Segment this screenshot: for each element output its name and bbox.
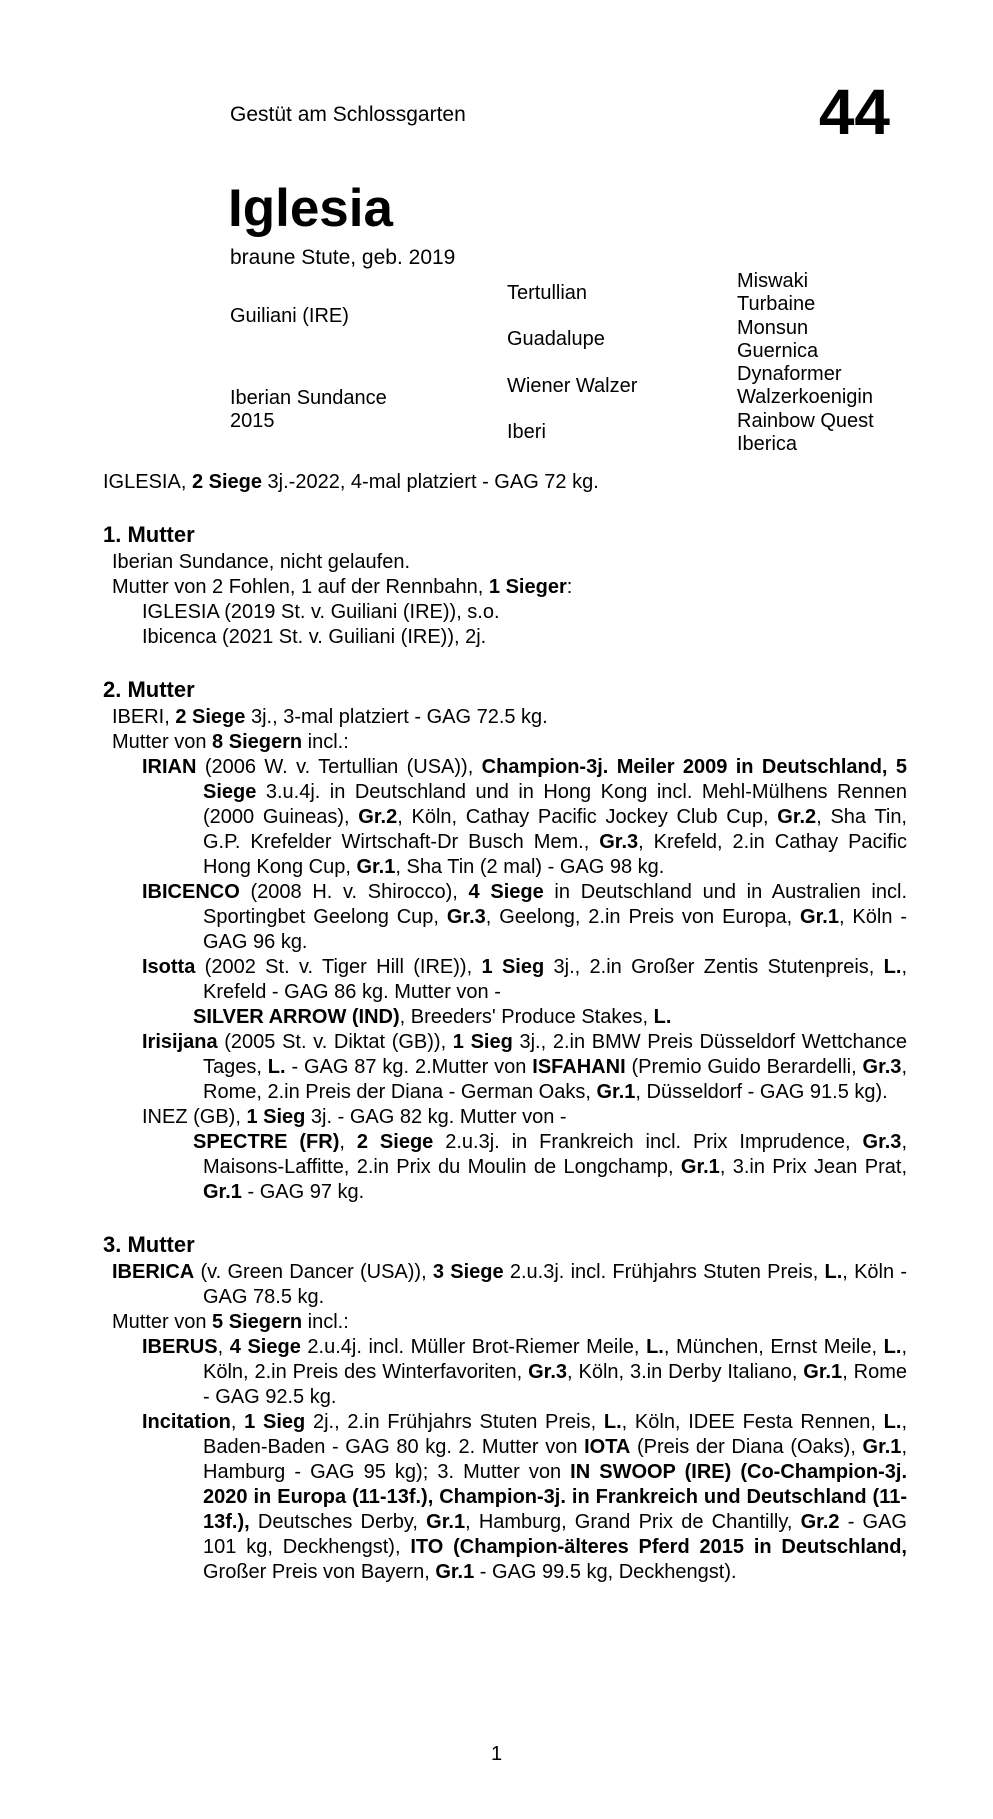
progeny-entry-spectre: SPECTRE (FR), 2 Siege 2.u.3j. in Frankreich incl. Prix Imprudence, Gr.3, Maisons-Laffitte, 2.in Prix du Moulin de Longchamp, Gr.1, 3.in Prix Jean Prat, Gr.1 - GAG 97 kg. bbox=[193, 1131, 907, 1203]
race-record: IGLESIA, 2 Siege 3j.-2022, 4-mal platziert - GAG 72 kg. bbox=[103, 471, 599, 493]
progeny-entry-ibicenco: IBICENCO (2008 H. v. Shirocco), 4 Siege in Deutschland und in Australien incl. Sportingbet Geelong Cup, Gr.3, Geelong, 2.in Preis von Europa, Gr.1, Köln - GAG 96 kg. bbox=[142, 881, 907, 953]
section-heading-3rd-dam: 3. Mutter bbox=[103, 1232, 195, 1257]
progeny-entry-silver-arrow: SILVER ARROW (IND), Breeders' Produce Stakes, L. bbox=[193, 1006, 672, 1028]
progeny-entry-irisijana: Irisijana (2005 St. v. Diktat (GB)), 1 Sieg 3j., 2.in BMW Preis Düsseldorf Wettchance Tages, L. - GAG 87 kg. 2.Mutter von ISFAHANI (Premio Guido Berardelli, Gr.3, Rome, 2.in Preis der Diana - German Oaks, Gr.1, Düsseldorf - GAG 91.5 kg). bbox=[142, 1031, 907, 1103]
pedigree-ancestor: Monsun bbox=[737, 316, 809, 339]
lot-number: 44 bbox=[818, 76, 890, 148]
pedigree-ancestor: Turbaine bbox=[737, 293, 816, 316]
dam-record: IBERICA (v. Green Dancer (USA)), 3 Siege 2.u.3j. incl. Frühjahrs Stuten Preis, L., Köln - GAG 78.5 kg. bbox=[112, 1261, 908, 1308]
dam-record: Iberian Sundance, nicht gelaufen. bbox=[112, 551, 410, 573]
pedigree-ancestor: Miswaki bbox=[737, 270, 809, 292]
pedigree-generation-2 bbox=[507, 270, 737, 456]
progeny-entry-incitation: Incitation, 1 Sieg 2j., 2.in Frühjahrs Stuten Preis, L., Köln, IDEE Festa Rennen, L., Baden-Baden - GAG 80 kg. 2. Mutter von IOTA (Preis der Diana (Oaks), Gr.1, Hamburg - GAG 95 kg); 3. Mutter von IN SWOOP (IRE) (Co-Champion-3j. 2020 in Europa (11-13f.), Champion-3j. in Frankreich und Deutschland (11-13f.), Deutsches Derby, Gr.1, Hamburg, Grand Prix de Chantilly, Gr.2 - GAG 101 kg, Deckhengst), ITO (Champion-älteres Pferd 2015 in Deutschland, Großer Preis von Bayern, Gr.1 - GAG 99.5 kg, Deckhengst). bbox=[142, 1411, 907, 1583]
pedigree-sire-sire: Tertullian bbox=[507, 281, 588, 304]
section-heading-1st-dam: 1. Mutter bbox=[103, 522, 195, 547]
pedigree-ancestor: Rainbow Quest bbox=[737, 409, 874, 432]
pedigree-dam-dam: Iberi bbox=[507, 421, 546, 444]
produce-summary: Mutter von 2 Fohlen, 1 auf der Rennbahn, 1 Sieger: bbox=[112, 576, 573, 598]
pedigree-ancestor: Iberica bbox=[737, 432, 798, 455]
horse-description: braune Stute, geb. 2019 bbox=[230, 246, 456, 269]
progeny-entry-inez: INEZ (GB), 1 Sieg 3j. - GAG 82 kg. Mutter von - bbox=[142, 1106, 567, 1128]
pedigree-sire: Guiliani (IRE) bbox=[230, 305, 349, 327]
horse-name: Iglesia bbox=[228, 179, 393, 238]
pedigree-ancestor: Guernica bbox=[737, 339, 819, 362]
pedigree-ancestor: Walzerkoenigin bbox=[737, 386, 873, 409]
produce-summary: Mutter von 8 Siegern incl.: bbox=[112, 731, 349, 753]
pedigree-dam-sire: Wiener Walzer bbox=[507, 374, 638, 397]
breeder-name: Gestüt am Schlossgarten bbox=[230, 103, 466, 126]
page-number: 1 bbox=[490, 1743, 503, 1765]
section-heading-2nd-dam: 2. Mutter bbox=[103, 677, 195, 702]
progeny-entry-irian: IRIAN (2006 W. v. Tertullian (USA)), Champion-3j. Meiler 2009 in Deutschland, 5 Siege 3.u.4j. in Deutschland und in Hong Kong incl. Mehl-Mülhens Rennen (2000 Guineas), Gr.2, Köln, Cathay Pacific Jockey Club Cup, Gr.2, Sha Tin, G.P. Krefelder Wirtschaft-Dr Busch Mem., Gr.3, Krefeld, 2.in Cathay Pacific Hong Kong Cup, Gr.1, Sha Tin (2 mal) - GAG 98 kg. bbox=[142, 756, 908, 878]
pedigree-dam: Iberian Sundance 2015 bbox=[230, 386, 387, 432]
progeny-entry-ibicenca: Ibicenca (2021 St. v. Guiliani (IRE)), 2j. bbox=[142, 626, 487, 648]
produce-summary: Mutter von 5 Siegern incl.: bbox=[112, 1311, 349, 1333]
dam-record: IBERI, 2 Siege 3j., 3-mal platziert - GAG 72.5 kg. bbox=[112, 706, 548, 728]
progeny-entry-iglesia: IGLESIA (2019 St. v. Guiliani (IRE)), s.o. bbox=[142, 601, 500, 623]
progeny-entry-iberus: IBERUS, 4 Siege 2.u.4j. incl. Müller Brot-Riemer Meile, L., München, Ernst Meile, L., Köln, 2.in Preis des Winterfavoriten, Gr.3, Köln, 3.in Derby Italiano, Gr.1, Rome - GAG 92.5 kg. bbox=[142, 1336, 907, 1408]
pedigree-sire-dam: Guadalupe bbox=[507, 328, 605, 351]
pedigree-ancestor: Dynaformer bbox=[737, 363, 842, 385]
progeny-entry-isotta: Isotta (2002 St. v. Tiger Hill (IRE)), 1 Sieg 3j., 2.in Großer Zentis Stutenpreis, L., Krefeld - GAG 86 kg. Mutter von - bbox=[142, 956, 908, 1003]
pedigree-generation-3 bbox=[737, 270, 907, 456]
pedigree-generation-1 bbox=[230, 270, 507, 456]
pedigree-text bbox=[103, 470, 907, 1585]
pedigree-table bbox=[230, 270, 907, 456]
